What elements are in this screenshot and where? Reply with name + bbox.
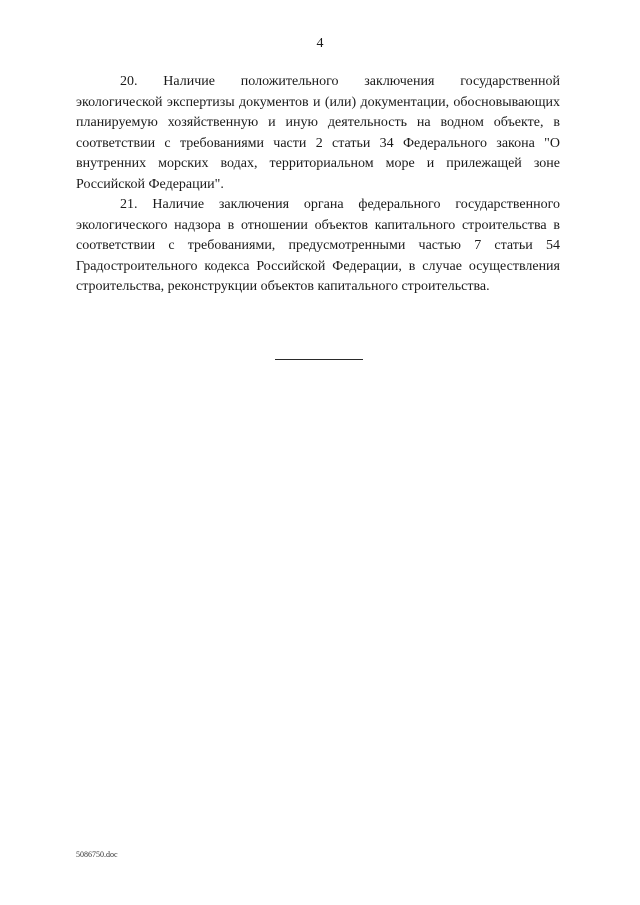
- paragraph-21: 21. Наличие заключения органа федерального государственного экологического надзора в отношении объектов капитального строительства в соответствии с требованиями, предусмотренными частью 7 статьи 54 Градостроительного кодекса Российской Федерации, в случае осуществления строительства, реконструкции объектов капитального строительства.: [76, 197, 560, 294]
- footer-file-name: 5086750.doc: [76, 850, 118, 859]
- end-separator-line: [275, 359, 363, 360]
- paragraph-20: 20. Наличие положительного заключения государственной экологической экспертизы документов и (или) документации, обосновывающих планируемую хозяйственную и иную деятельность на водном объекте, в соответствии с требованиями части 2 статьи 34 Федерального закона "О внутренних морских водах, территориальном море и прилежащей зоне Российской Федерации".: [76, 74, 560, 192]
- document-body: [76, 72, 560, 298]
- page-number: 4: [316, 36, 324, 51]
